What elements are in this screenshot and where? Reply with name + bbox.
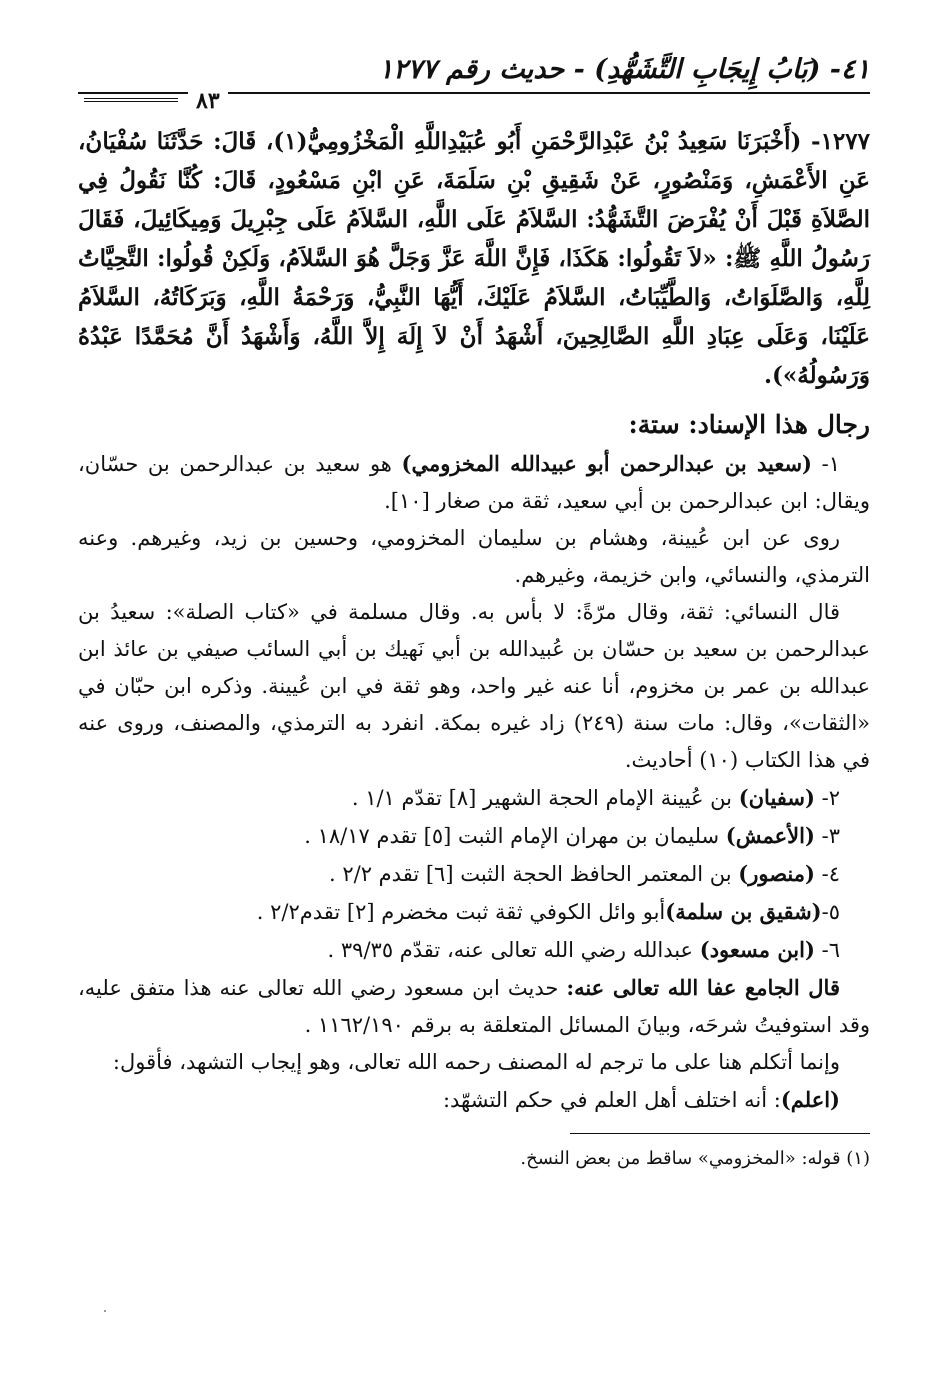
ilam-label: (اعلم) (780, 1087, 840, 1112)
rijal-heading: رجال هذا الإسناد: ستة: (628, 410, 870, 439)
narrator-6 (78, 931, 870, 969)
page-number: ٨٣ (188, 88, 228, 114)
narrator-2-number: ٢- (814, 786, 840, 810)
document-page (78, 48, 870, 1348)
narrator-3-text: سليمان بن مهران الإمام الثبت [٥] تقدم ١٨/١٧ . (304, 824, 726, 848)
ilam-paragraph (78, 1081, 870, 1119)
narrator-6-number: ٦- (814, 938, 840, 962)
innama-paragraph: وإنما أتكلم هنا على ما ترجم له المصنف رحمه الله تعالى، وهو إيجاب التشهد، فأقول: (112, 1050, 840, 1074)
jami-paragraph (78, 969, 870, 1044)
footnote-divider (570, 1133, 870, 1134)
ilam-text: : أنه اختلف أهل العلم في حكم التشهّد: (442, 1088, 781, 1112)
qala-paragraph: قال النسائي: ثقة، وقال مرّةً: لا بأس به. وقال مسلمة في «كتاب الصلة»: سعيدُ بن عبدالرحمن بن سعيد بن حسّان بن عُبيدالله بن أبي نَهيك بن أبي السائب صيفي بن عائذ ابن عبدالله بن عمر بن مخزوم، أنا عنه غير واحد، وهو ثقة في ابن عُيينة. وذكره ابن حبّان في «الثقات»، وقال: مات سنة (٢٤٩) زاد غيره بمكة. انفرد به الترمذي، والمصنف، وروى عنه في هذا الكتاب (١٠) أحاديث. (78, 600, 871, 772)
running-title: ٤١- (بَابُ إِيجَابِ التَّشَهُّدِ) - حديث رقم ١٢٧٧ (378, 54, 870, 85)
narrator-6-name: (ابن مسعود) (699, 937, 815, 962)
narrator-5 (78, 893, 870, 931)
narrator-4-number: ٤- (814, 862, 840, 886)
jami-text: حديث ابن مسعود رضي الله تعالى عنه هذا متفق عليه، وقد استوفيتُ شرحَه، وبيانَ المسائل المتعلقة به برقم ١١٦٢/١٩٠ . (78, 976, 870, 1037)
narrator-2-text: بن عُيينة الإمام الحجة الشهير [٨] تقدّم ١/١ . (351, 786, 739, 810)
narrator-4-name: (منصور) (738, 861, 815, 886)
narrator-2 (78, 779, 870, 817)
narrator-1-text: هو سعيد بن عبدالرحمن بن حسّان، ويقال: ابن عبدالرحمن بن أبي سعيد، ثقة من صغار [١٠]. (78, 452, 870, 513)
scan-dot (104, 1310, 106, 1312)
narrator-1-number: ١- (812, 452, 840, 476)
narrator-5-text: أبو وائل الكوفي ثقة ثبت مخضرم [٢] تقدم٢/٢ . (256, 900, 666, 924)
narrator-4-text: بن المعتمر الحافظ الحجة الثبت [٦] تقدم ٢/٢ . (329, 862, 739, 886)
narrator-2-name: (سفيان) (738, 785, 815, 810)
narrator-3-name: (الأعمش) (725, 823, 815, 848)
footnote: (١) قوله: «المخزومي» ساقط من بعض النسخ. (520, 1148, 870, 1169)
narrator-4 (78, 855, 870, 893)
page-number-rule (84, 98, 178, 102)
jami-label: قال الجامع عفا الله تعالى عنه: (566, 975, 840, 1000)
narrator-5-number: ٥- (821, 900, 840, 924)
narrator-3 (78, 817, 870, 855)
page-header (78, 48, 870, 114)
narrator-6-text: عبدالله رضي الله تعالى عنه، تقدّم ٣٩/٣٥ . (327, 938, 700, 962)
hadith-text: ١٢٧٧- (أَخْبَرَنَا سَعِيدُ بْنُ عَبْدِالرَّحْمَنِ أَبُو عُبَيْدِاللَّهِ الْمَخْزُومِيُّ(١)، قَالَ: حَدَّثَنَا سُفْيَانُ، عَنِ الأَعْمَشِ، وَمَنْصُورٍ، عَنْ شَقِيقِ بْنِ سَلَمَةَ، عَنِ ابْنِ مَسْعُودٍ، قَالَ: كُنَّا نَقُولُ فِي الصَّلاَةِ قَبْلَ أَنْ يُفْرَضَ التَّشَهُّدُ: السَّلاَمُ عَلَى اللَّهِ، السَّلاَمُ عَلَى جِبْرِيلَ وَمِيكَائِيلَ، فَقَالَ رَسُولُ اللَّهِ ﷺ: «لاَ تَقُولُوا: هَكَذَا، فَإِنَّ اللَّهَ عَزَّ وَجَلَّ هُوَ السَّلاَمُ، وَلَكِنْ قُولُوا: التَّحِيَّاتُ لِلَّهِ، وَالصَّلَوَاتُ، وَالطَّيِّبَاتُ، السَّلاَمُ عَلَيْكَ، أَيُّهَا النَّبِيُّ، وَرَحْمَةُ اللَّهِ، وَبَرَكَاتُهُ، السَّلاَمُ عَلَيْنَا، وَعَلَى عِبَادِ اللَّهِ الصَّالِحِينَ، أَشْهَدُ أَنْ لاَ إِلَهَ إِلاَّ اللَّهُ، وَأَشْهَدُ أَنَّ مُحَمَّدًا عَبْدُهُ وَرَسُولُهُ»). (78, 128, 870, 389)
narrator-5-name: (شقيق بن سلمة) (665, 899, 822, 924)
narrator-3-number: ٣- (814, 824, 840, 848)
rawa-paragraph: روى عن ابن عُيينة، وهشام بن سليمان المخزومي، وحسين بن زيد، وغيرهم. وعنه الترمذي، والنسائي، وابن خزيمة، وغيرهم. (78, 526, 870, 587)
narrator-1 (78, 445, 870, 520)
narrator-1-name: (سعيد بن عبدالرحمن أبو عبيدالله المخزومي) (401, 451, 812, 476)
